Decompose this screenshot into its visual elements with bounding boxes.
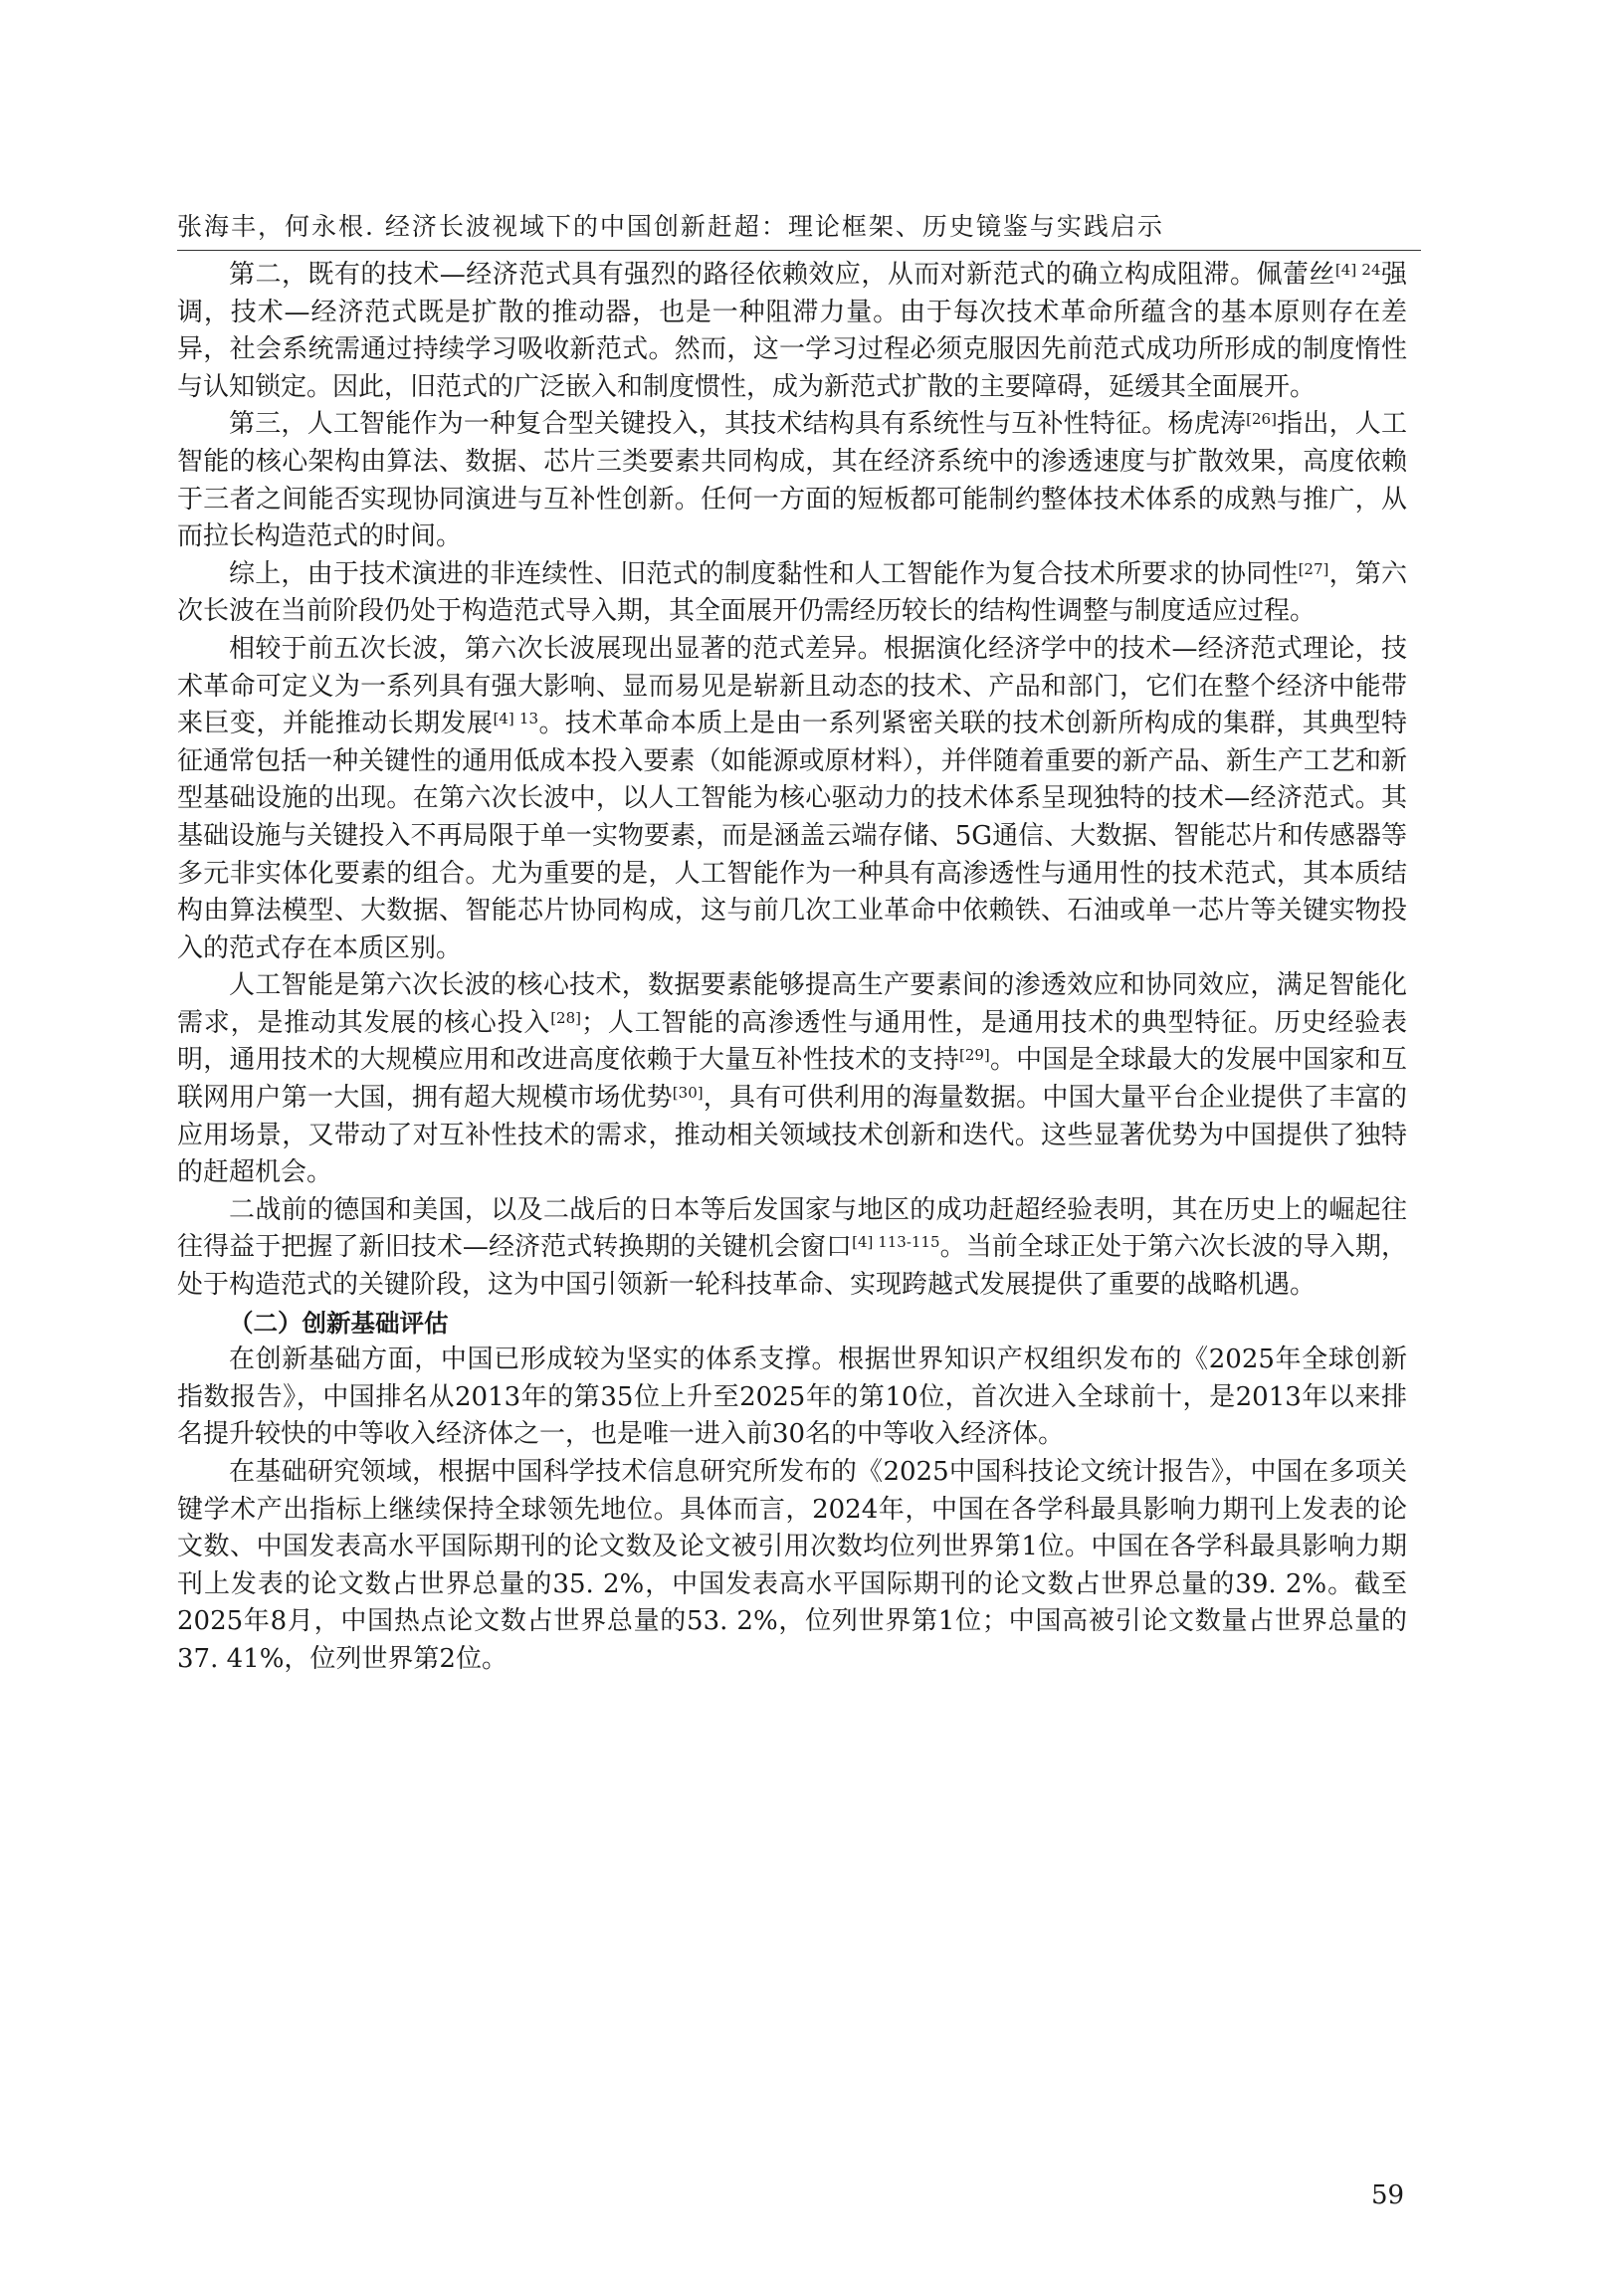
text-run: 强调，技术—经济范式既是扩散的推动器，也是一种阻滞力量。由于每次技术革命所蕴含的基本原则存在差异，社会系统需通过持续学习吸收新范式。然而，这一学习过程必须克服因先前范式成功所形成的制度惰性与认知锁定。因此，旧范式的广泛嵌入和制度惯性，成为新范式扩散的主要障碍，延缓其全面展开。 (177, 260, 1407, 402)
section-heading (177, 1305, 1407, 1343)
text-run: 第三，人工智能作为一种复合型关键投入，其技术结构具有系统性与互补性特征。杨虎涛 (229, 409, 1247, 440)
body-paragraph (177, 1192, 1407, 1305)
citation-marker: [4] 113-115 (852, 1233, 940, 1252)
header-rule (177, 250, 1421, 251)
citation-marker: [27] (1298, 559, 1329, 578)
body-paragraph (177, 631, 1407, 967)
text-run: 在创新基础方面，中国已形成较为坚实的体系支撑。根据世界知识产权组织发布的《2025年全球创新指数报告》，中国排名从2013年的第35位上升至2025年的第10位，首次进入全球前十，是2013年以来排名提升较快的中等收入经济体之一，也是唯一进入前30名的中等收入经济体。 (177, 1345, 1407, 1450)
page-number: 59 (1371, 2180, 1405, 2210)
text-run: （二）创新基础评估 (229, 1308, 449, 1338)
text-run: 。技术革命本质上是由一系列紧密关联的技术创新所构成的集群，其典型特征通常包括一种关键性的通用低成本投入要素（如能源或原材料），并伴随着重要的新产品、新生产工艺和新型基础设施的出现。在第六次长波中，以人工智能为核心驱动力的技术体系呈现独特的技术—经济范式。其基础设施与关键投入不再局限于单一实物要素，而是涵盖云端存储、5G通信、大数据、智能芯片和传感器等多元非实体化要素的组合。尤为重要的是，人工智能作为一种具有高渗透性与通用性的技术范式，其本质结构由算法模型、大数据、智能芯片协同构成，这与前几次工业革命中依赖铁、石油或单一芯片等关键实物投入的范式存在本质区别。 (177, 709, 1407, 963)
citation-marker: [28] (550, 1008, 581, 1027)
running-header: 张海丰，何永根. 经济长波视域下的中国创新赶超：理论框架、历史镜鉴与实践启示 (177, 212, 1164, 241)
text-run: 第二，既有的技术—经济范式具有强烈的路径依赖效应，从而对新范式的确立构成阻滞。佩蕾丝 (229, 260, 1335, 290)
text-run: 人工智能是第六次长波的核心技术，数据要素能够提高生产要素间的渗透效应和协同效应，满足智能化需求，是推动其发展的核心投入 (177, 970, 1407, 1038)
text-run: ；人工智能的高渗透性与通用性，是通用技术的典型特征。历史经验表明，通用技术的大规模应用和改进高度依赖于大量互补性技术的支持 (177, 1007, 1407, 1076)
text-run: 相较于前五次长波，第六次长波展现出显著的范式差异。根据演化经济学中的技术—经济范式理论，技术革命可定义为一系列具有强大影响、显而易见是崭新且动态的技术、产品和部门，它们在整个经济中能带来巨变，并能推动长期发展 (177, 633, 1407, 739)
citation-marker: [4] 24 (1334, 260, 1381, 279)
citation-marker: [30] (672, 1083, 704, 1102)
text-run: 。当前全球正处于第六次长波的导入期，处于构造范式的关键阶段，这为中国引领新一轮科技革命、实现跨越式发展提供了重要的战略机遇。 (177, 1232, 1407, 1301)
body-paragraph (177, 1454, 1407, 1679)
text-run: 二战前的德国和美国，以及二战后的日本等后发国家与地区的成功赶超经验表明，其在历史上的崛起往往得益于把握了新旧技术—经济范式转换期的关键机会窗口 (177, 1194, 1407, 1263)
text-run: 在基础研究领域，根据中国科学技术信息研究所发布的《2025中国科技论文统计报告》，中国在多项关键学术产出指标上继续保持全球领先地位。具体而言，2024年，中国在各学科最具影响力期刊上发表的论文数、中国发表高水平国际期刊的论文数及论文被引用次数均位列世界第1位。中国在各学科最具影响力期刊上发表的论文数占世界总量的35. 2%，中国发表高水平国际期刊的论文数占世界总量的39. 2%。截至2025年8月，中国热点论文数占世界总量的53. 2%，位列世界第1位；中国高被引论文数量占世界总量的37. 41%，位列世界第2位。 (177, 1457, 1407, 1674)
body-paragraph (177, 556, 1407, 631)
text-run: ，第六次长波在当前阶段仍处于构造范式导入期，其全面展开仍需经历较长的结构性调整与制度适应过程。 (177, 558, 1407, 627)
text-run: 指出，人工智能的核心架构由算法、数据、芯片三类要素共同构成，其在经济系统中的渗透速度与扩散效果，高度依赖于三者之间能否实现协同演进与互补性创新。任何一方面的短板都可能制约整体技术体系的成熟与推广，从而拉长构造范式的时间。 (177, 409, 1407, 552)
body-paragraph (177, 406, 1407, 555)
body-paragraph (177, 967, 1407, 1192)
text-run: 综上，由于技术演进的非连续性、旧范式的制度黏性和人工智能作为复合技术所要求的协同性 (229, 558, 1299, 589)
citation-marker: [4] 13 (493, 709, 539, 727)
body-paragraph (177, 257, 1407, 406)
text-run: ，具有可供利用的海量数据。中国大量平台企业提供了丰富的应用场景，又带动了对互补性技术的需求，推动相关领域技术创新和迭代。这些显著优势为中国提供了独特的赶超机会。 (177, 1083, 1407, 1188)
citation-marker: [29] (958, 1046, 990, 1065)
text-run: 。中国是全球最大的发展中国家和互联网用户第一大国，拥有超大规模市场优势 (177, 1045, 1407, 1114)
body-paragraph (177, 1342, 1407, 1454)
citation-marker: [26] (1246, 410, 1277, 429)
body-text (177, 257, 1407, 1679)
